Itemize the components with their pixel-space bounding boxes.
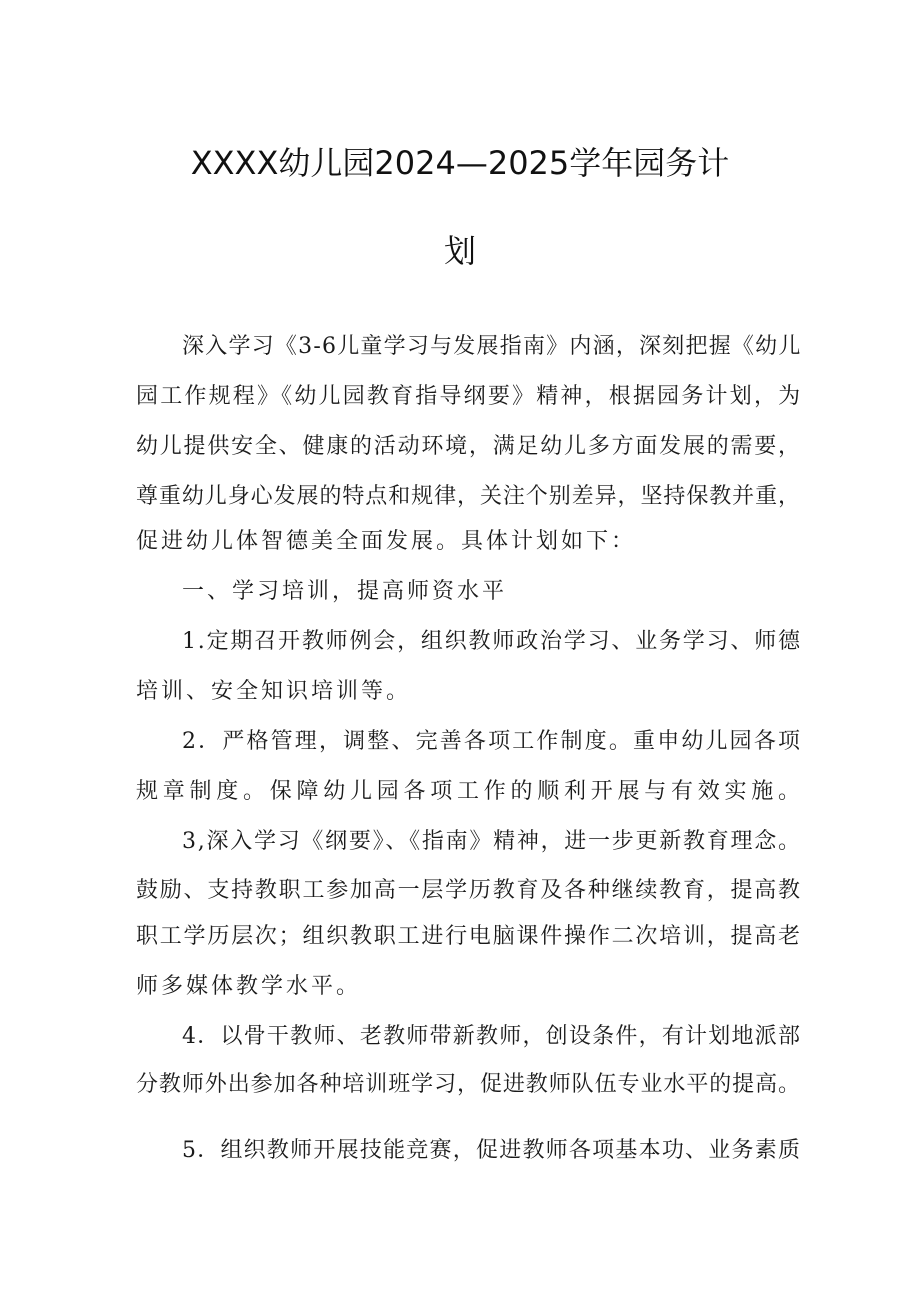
body-line: 园工作规程》《幼儿园教育指导纲要》精神，根据园务计划，为 <box>136 384 803 409</box>
body-line: 2．严格管理，调整、完善各项工作制度。重申幼儿园各项 <box>182 729 803 754</box>
body-line: 师多媒体教学水平。 <box>136 974 362 999</box>
body-line: 幼儿提供安全、健康的活动环境，满足幼儿多方面发展的需要， <box>136 434 802 459</box>
body-line: 5．组织教师开展技能竞赛，促进教师各项基本功、业务素质 <box>182 1138 802 1163</box>
body-line: 分教师外出参加各种培训班学习，促进教师队伍专业水平的提高。 <box>136 1072 801 1097</box>
body-line: 尊重幼儿身心发展的特点和规律，关注个别差异，坚持保教并重， <box>136 484 801 509</box>
body-line: 1.定期召开教师例会，组织教师政治学习、业务学习、师德 <box>182 629 802 654</box>
document-title-line-2: 划 <box>443 232 476 270</box>
body-line: 3,深入学习《纲要》、《指南》精神，进一步更新教育理念。 <box>182 829 802 854</box>
body-line: 规章制度。保障幼儿园各项工作的顺利开展与有效实施。 <box>136 779 805 804</box>
body-line: 鼓励、支持教职工参加高一层学历教育及各种继续教育，提高教 <box>136 878 802 903</box>
body-line: 职工学历层次；组织教职工进行电脑课件操作二次培训，提高老 <box>136 924 802 949</box>
body-line: 培训、安全知识培训等。 <box>136 679 412 704</box>
body-line: 深入学习《3-6儿童学习与发展指南》内涵，深刻把握《幼儿 <box>182 334 802 359</box>
document-title-line-1: XXXX幼儿园2024—2025学年园务计 <box>190 144 730 182</box>
section-heading: 一、学习培训，提高师资水平 <box>182 579 508 604</box>
body-line: 4．以骨干教师、老教师带新教师，创设条件，有计划地派部 <box>182 1024 802 1049</box>
body-line: 促进幼儿体智德美全面发展。具体计划如下： <box>136 529 637 554</box>
